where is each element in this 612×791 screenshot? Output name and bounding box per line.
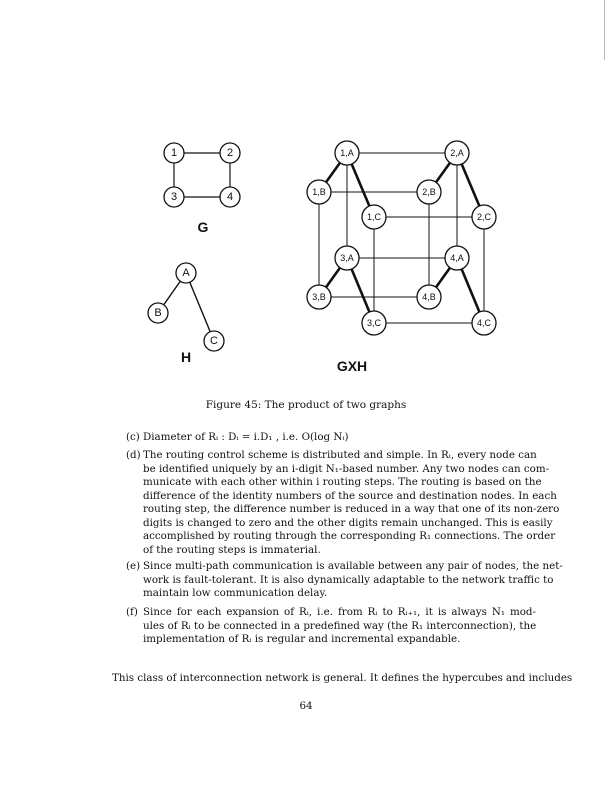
svg-text:3: 3 [170,191,178,203]
item-text-line: maintain low communication delay. [143,587,328,599]
svg-text:1,C: 1,C [366,212,382,222]
item-text-line: implementation of Rᵢ is regular and incremental expandable. [143,633,461,645]
svg-text:B: B [154,307,162,319]
g-node-1 [164,143,184,163]
graph-g-label: G [197,219,209,235]
svg-text:4,C: 4,C [476,318,492,328]
item-label: (c) [126,431,140,443]
item-label: (f) [126,606,138,618]
gxh-node [445,141,469,165]
svg-text:1: 1 [170,147,178,159]
item-text-line: digits is changed to zero and the other digits remain unchanged. This is easily [143,516,553,529]
gxh-node [307,285,331,309]
item-text-line: Diameter of Rᵢ : Dᵢ = i.D₁ , i.e. O(log Nᵢ) [143,431,349,443]
item-text-line: Since multi-path communication is available between any pair of nodes, the net- [143,560,563,572]
gxh-node [335,246,359,270]
item-text-line: accomplished by routing through the corresponding R₁ connections. The order [143,530,556,542]
svg-text:2,C: 2,C [476,212,492,222]
body-paragraph: This class of interconnection network is general. It defines the hypercubes and includes [112,672,573,684]
graph-g-edges [174,153,230,197]
item-text-line: municate with each other within i routing steps. The routing is based on the [143,476,542,488]
h-node-a [176,263,196,283]
graph-h-label: H [180,349,192,365]
g-node-2 [220,143,240,163]
h-node-b [148,303,168,323]
svg-text:3,C: 3,C [366,318,382,328]
svg-text:4,B: 4,B [422,292,436,302]
svg-text:C: C [210,335,218,347]
svg-text:1,B: 1,B [312,187,326,197]
item-text-line: be identified uniquely by an i-digit N₁-based number. Any two nodes can com- [143,462,550,475]
h-node-c [204,331,224,351]
gxh-node [417,285,441,309]
g-node-3 [164,187,184,207]
gxh-node [335,141,359,165]
item-text-line: difference of the identity numbers of the source and destination nodes. In each [143,489,557,502]
svg-text:2,A: 2,A [450,148,464,158]
gxh-node [472,205,496,229]
gxh-node [445,246,469,270]
gxh-node [307,180,331,204]
figure-caption: Figure 45: The product of two graphs [205,399,407,411]
gxh-node [472,311,496,335]
svg-text:2,B: 2,B [422,187,436,197]
gxh-node [417,180,441,204]
item-text-line: Since for each expansion of Rᵢ, i.e. from Rᵢ to Rᵢ₊₁, it is always N₁ mod- [143,606,536,618]
item-text-line: ules of Rᵢ to be connected in a predefined way (the R₁ interconnection), the [143,619,537,632]
gxh-label: GXH [336,358,368,374]
item-text-line: The routing control scheme is distributed and simple. In Rᵢ, every node can [143,449,537,461]
svg-text:A: A [182,267,190,279]
svg-text:3,A: 3,A [340,253,354,263]
item-label: (e) [126,560,141,572]
svg-text:4: 4 [226,191,234,203]
svg-text:4,A: 4,A [450,253,464,263]
item-text-line: work is fault-tolerant. It is also dynamically adaptable to the network traffic to [143,573,554,586]
item-label: (d) [126,449,141,461]
gxh-thin-edges [319,153,484,323]
page-number: 64 [299,700,313,712]
svg-text:1,A: 1,A [340,148,354,158]
g-node-4 [220,187,240,207]
item-text-line: routing step, the difference number is reduced in a way that one of its non-zero [143,503,560,515]
svg-text:2: 2 [226,147,234,159]
svg-text:3,B: 3,B [312,292,326,302]
gxh-node [362,205,386,229]
item-text-line: of the routing steps is immaterial. [143,543,321,556]
gxh-node [362,311,386,335]
